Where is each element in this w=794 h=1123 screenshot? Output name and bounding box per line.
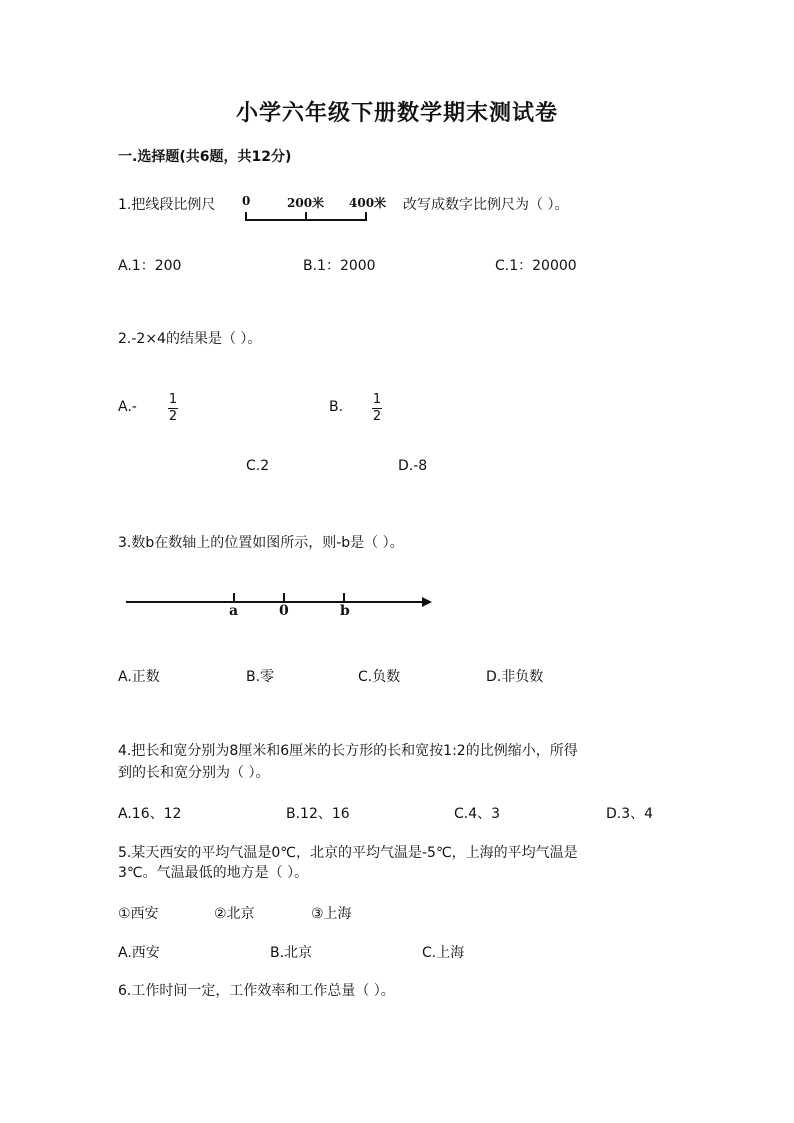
page-title: 小学六年级下册数学期末测试卷 xyxy=(235,100,558,126)
q5-choice-1: ①西安 xyxy=(118,906,159,922)
q6-text: 6.工作时间一定，工作效率和工作总量（ ）。 xyxy=(118,983,395,999)
q3-option-b: B.零 xyxy=(246,669,275,685)
q2-option-a-fraction xyxy=(166,393,180,424)
scale-label-400: 400米 xyxy=(349,196,387,210)
q5-text-line2: 3℃。气温最低的地方是（ ）。 xyxy=(118,865,309,881)
q1-option-a: A.1：200 xyxy=(118,258,182,274)
q4-option-d: D.3、4 xyxy=(606,806,654,822)
q2-text: 2.-2×4的结果是（ ）。 xyxy=(118,331,262,347)
q3-text: 3.数b在数轴上的位置如图所示，则-b是（ ）。 xyxy=(118,535,404,551)
q2-option-c: C.2 xyxy=(246,458,270,474)
axis-label-b: b xyxy=(340,603,350,619)
q1-option-b: B.1：2000 xyxy=(303,258,376,274)
q1-prefix: 1.把线段比例尺 xyxy=(118,197,216,213)
q3-option-c: C.负数 xyxy=(358,669,401,685)
q4-option-a: A.16、12 xyxy=(118,806,182,822)
q2-option-d: D.-8 xyxy=(398,458,428,474)
axis-label-a: a xyxy=(229,603,239,619)
q5-choice-3: ③上海 xyxy=(311,906,352,922)
q1-option-c: C.1：20000 xyxy=(495,258,577,274)
fraction-denominator: 2 xyxy=(168,409,178,424)
axis-label-0: 0 xyxy=(279,603,289,619)
q4-text-line1: 4.把长和宽分别为8厘米和6厘米的长方形的长和宽按1:2的比例缩小，所得 xyxy=(118,743,578,759)
arrow-icon xyxy=(422,597,432,607)
q4-text-line2: 到的长和宽分别为（ ）。 xyxy=(118,765,270,781)
q4-option-b: B.12、16 xyxy=(286,806,350,822)
q5-option-a: A.西安 xyxy=(118,945,160,961)
q5-text-line1: 5.某天西安的平均气温是0℃，北京的平均气温是-5℃，上海的平均气温是 xyxy=(118,845,578,861)
section-heading: 一.选择题(共6题，共12分) xyxy=(118,149,292,165)
q4-option-c: C.4、3 xyxy=(454,806,501,822)
q2-option-b-prefix: B. xyxy=(329,399,344,415)
q5-choice-2: ②北京 xyxy=(214,906,255,922)
q1-suffix: 改写成数字比例尺为（ ）。 xyxy=(403,197,569,213)
fraction-denominator: 2 xyxy=(372,409,382,424)
q3-option-d: D.非负数 xyxy=(486,669,544,685)
fraction-numerator: 1 xyxy=(372,392,382,407)
q3-option-a: A.正数 xyxy=(118,669,160,685)
q2-option-b-fraction xyxy=(370,393,384,424)
q2-option-a-prefix: A.- xyxy=(118,399,137,415)
scale-label-0: 0 xyxy=(242,194,251,208)
q5-option-c: C.上海 xyxy=(422,945,465,961)
scale-label-200: 200米 xyxy=(287,196,325,210)
fraction-numerator: 1 xyxy=(168,392,178,407)
q5-option-b: B.北京 xyxy=(270,945,313,961)
